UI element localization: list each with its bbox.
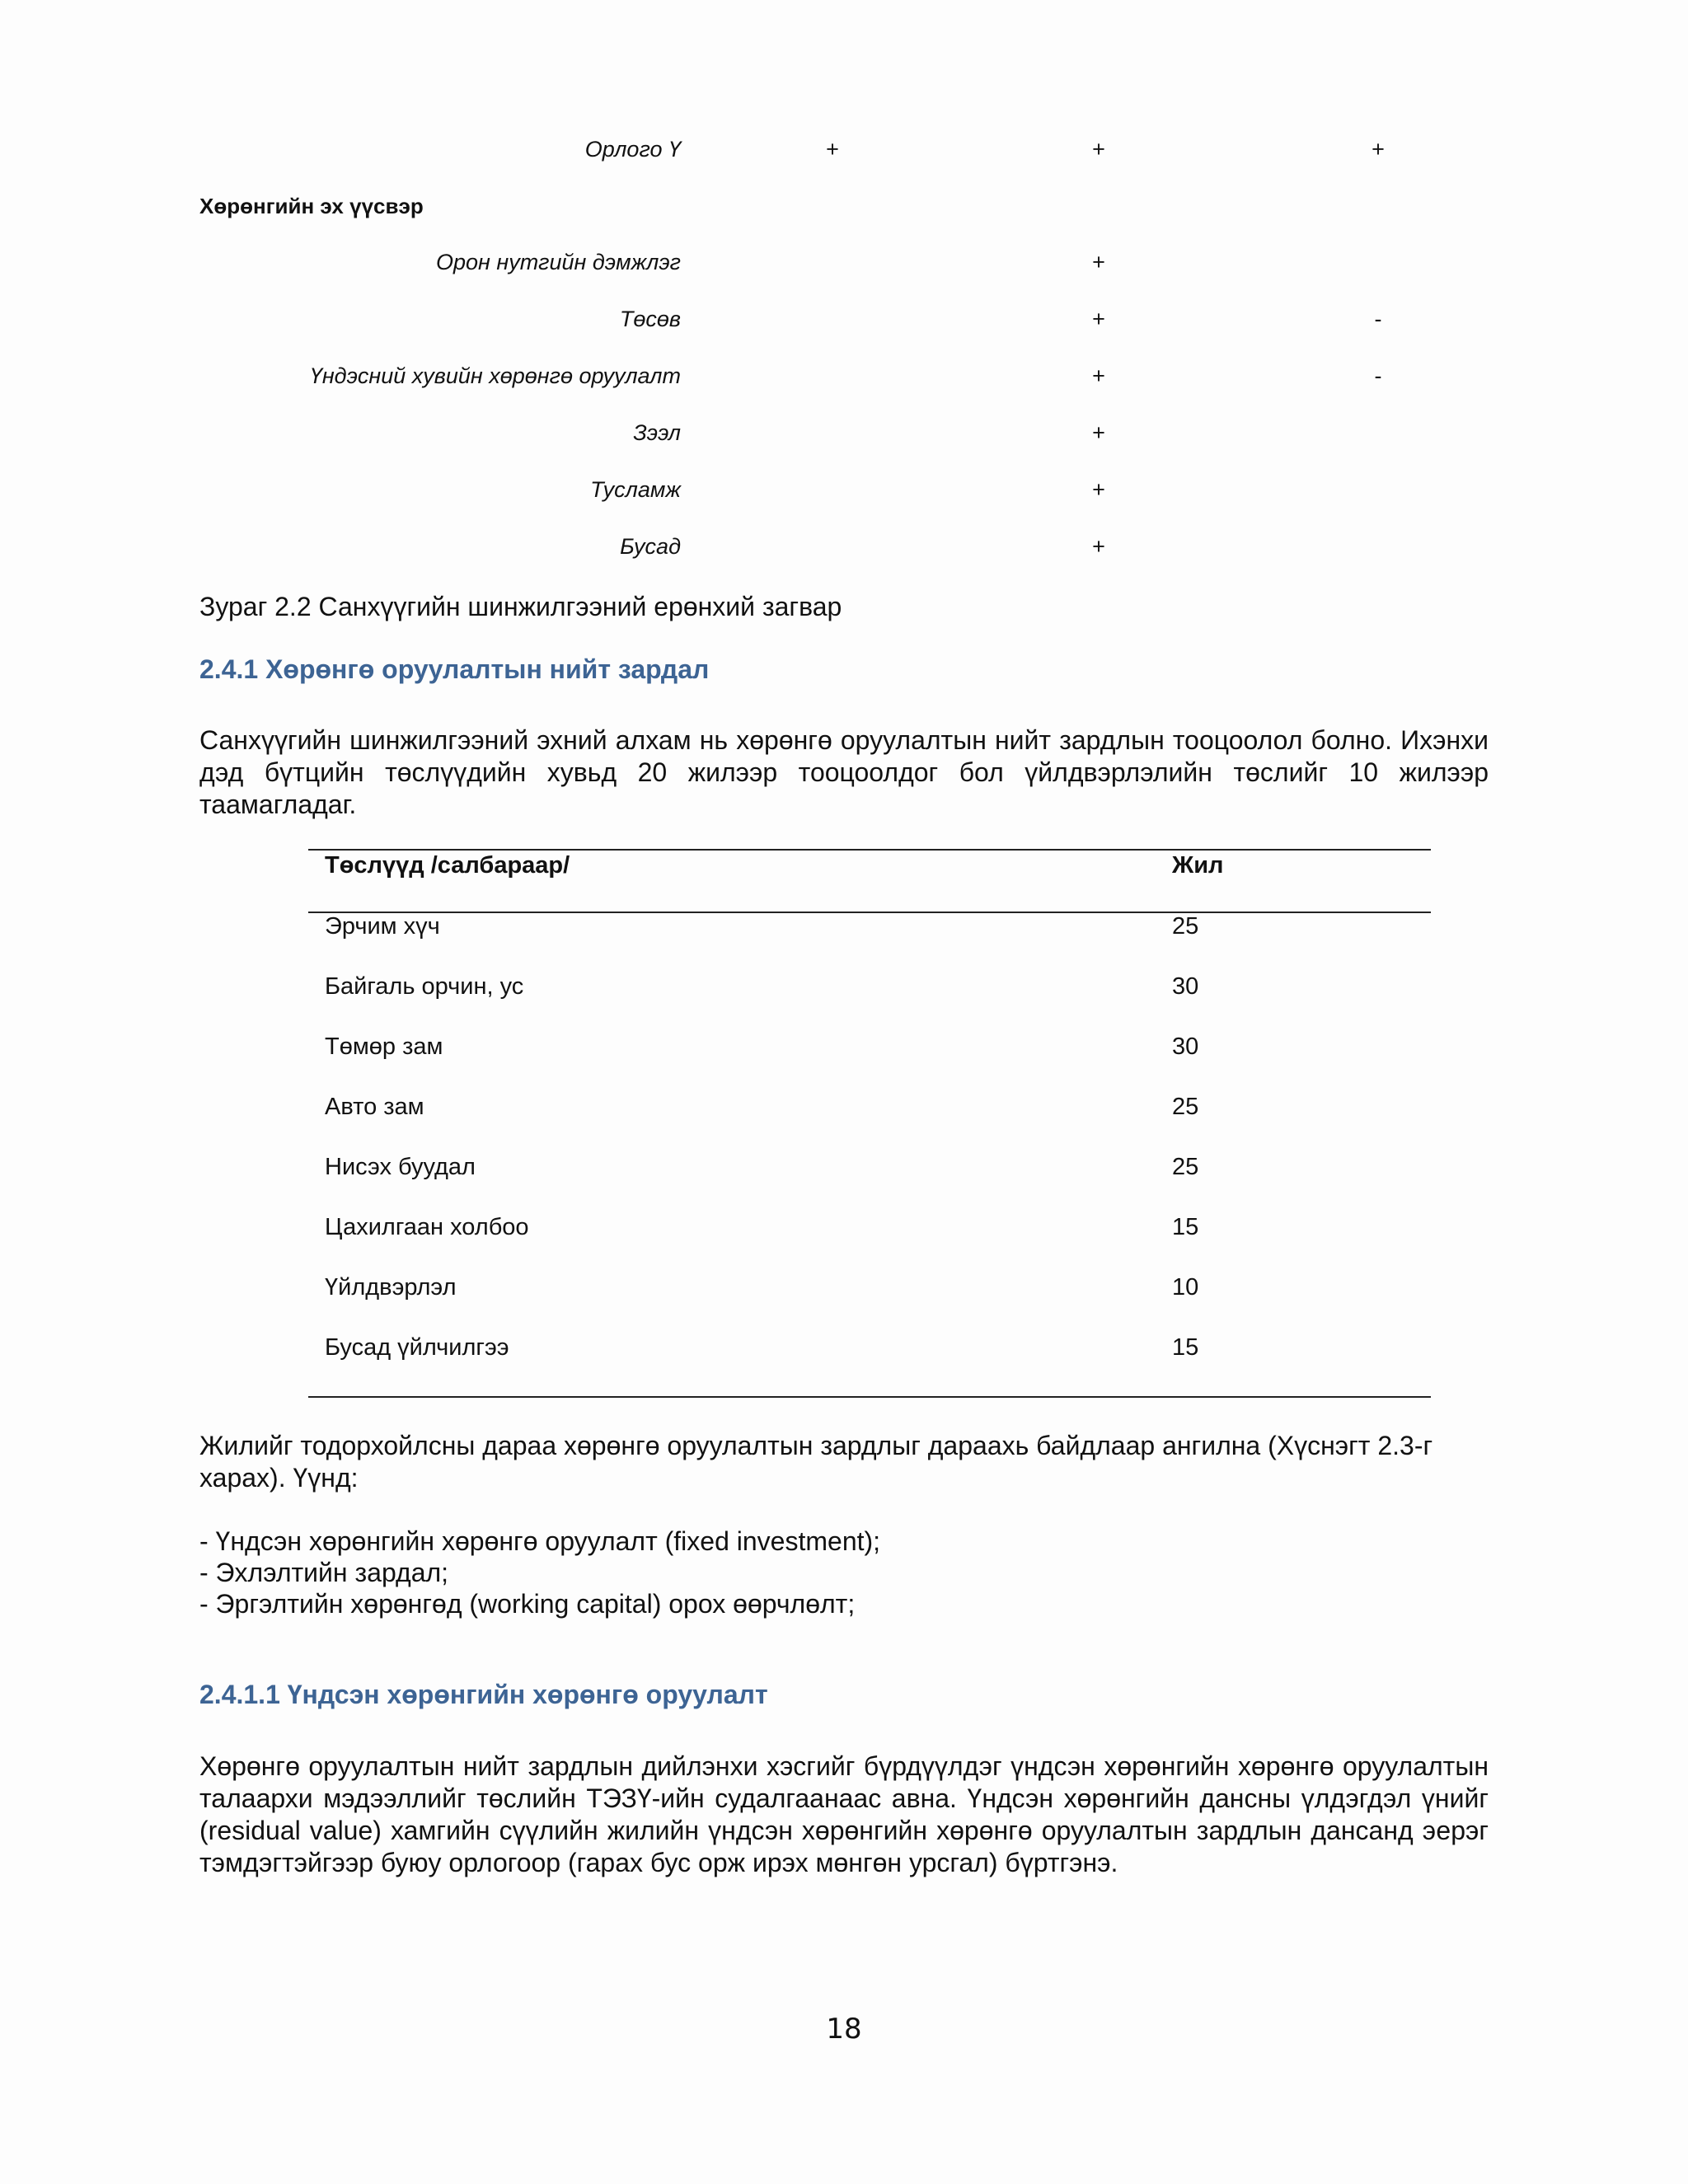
table-cell: 15	[1172, 1334, 1199, 1361]
table-cell: Төмөр зам	[325, 1033, 443, 1060]
figure-cell: +	[1092, 250, 1105, 274]
table-cell: Бусад үйлчилгээ	[325, 1334, 509, 1361]
figure-row-source	[0, 250, 1688, 286]
table-bottom-rule	[308, 1396, 1431, 1398]
table-row	[308, 1033, 1431, 1094]
body-paragraph: Хөрөнгө оруулалтын нийт зардлын дийлэнхи хэсгийг бүрдүүлдэг үндсэн хөрөнгийн хөрөнгө оруулалтын талаархи мэдээллийг төслийн ТЭЗҮ-ийн судалгаанаас авна. Үндсэн хөрөнгийн дансны үлдэгдэл үнийг (residual value) хамгийн сүүлийн жилийн үндсэн хөрөнгийн хөрөнгө оруулалтын зардлын дансанд эерэг тэмдэгтэйгээр буюу орлогоор (гарах бус орж ирэх мөнгөн урсгал) бүртгэнэ.	[199, 1751, 1489, 1877]
table-header-cell: Жил	[1172, 852, 1224, 879]
figure-row-source	[0, 420, 1688, 457]
table-cell: Авто зам	[325, 1094, 424, 1120]
page-number: 18	[826, 2013, 862, 2046]
table-row	[308, 1274, 1431, 1334]
list-item: - Эхлэлтийн зардал;	[199, 1558, 449, 1587]
table-cell: 30	[1172, 973, 1199, 1000]
figure-row-label: Тусламж	[590, 477, 681, 502]
table-cell: Үйлдвэрлэл	[325, 1274, 457, 1301]
figure-cell: +	[1092, 420, 1105, 445]
section-heading: 2.4.1 Хөрөнгө оруулалтын нийт зардал	[199, 654, 710, 684]
figure-row-label: Үндэсний хувийн хөрөнгө оруулалт	[309, 363, 681, 388]
figure-row-source	[0, 477, 1688, 513]
table-cell: 15	[1172, 1214, 1199, 1240]
subsection-heading: 2.4.1.1 Үндсэн хөрөнгийн хөрөнгө оруулалт	[199, 1680, 768, 1709]
figure-cell: +	[1372, 137, 1385, 162]
table-cell: 30	[1172, 1033, 1199, 1060]
table-cell: Байгаль орчин, ус	[325, 973, 524, 1000]
figure-row-income	[0, 137, 1688, 173]
table-cell: Нисэх буудал	[325, 1154, 476, 1180]
figure-cell: +	[1092, 363, 1105, 388]
figure-row-label: Орон нутгийн дэмжлэг	[435, 250, 681, 274]
figure-cell: +	[1092, 137, 1105, 162]
table-cell: Эрчим хүч	[325, 913, 440, 940]
table-row	[308, 1214, 1431, 1274]
list-item: - Үндсэн хөрөнгийн хөрөнгө оруулалт (fixed investment);	[199, 1526, 881, 1556]
table-row	[308, 1154, 1431, 1214]
table-row	[308, 973, 1431, 1033]
figure-cell: -	[1374, 363, 1382, 388]
table-cell: 25	[1172, 1094, 1199, 1120]
figure-sources-heading: Хөрөнгийн эх үүсвэр	[199, 194, 424, 218]
table-header-cell: Төслүүд /салбараар/	[325, 852, 570, 879]
figure-row-source	[0, 363, 1688, 400]
figure-row-source	[0, 307, 1688, 343]
figure-cell: -	[1374, 307, 1382, 331]
table-row	[308, 1094, 1431, 1154]
figure-caption: Зураг 2.2 Санхүүгийн шинжилгээний ерөнхий загвар	[199, 592, 842, 621]
figure-row-label: Бусад	[620, 534, 681, 559]
table-row	[308, 1334, 1431, 1394]
figure-row-source	[0, 534, 1688, 570]
figure-cell: +	[1092, 307, 1105, 331]
table-cell: Цахилгаан холбоо	[325, 1214, 529, 1240]
table-cell: 10	[1172, 1274, 1199, 1301]
figure-sources-heading-row	[0, 194, 1688, 230]
bullet-list	[199, 1526, 880, 1619]
figure-cell: +	[1092, 534, 1105, 559]
list-item: - Эргэлтийн хөрөнгөд (working capital) орох өөрчлөлт;	[199, 1589, 856, 1619]
figure-cell: +	[826, 137, 839, 162]
figure-row-label: Зээл	[633, 420, 681, 445]
table-header-row	[308, 849, 1431, 912]
figure-row-label: Төсөв	[619, 307, 681, 331]
figure-cell: +	[1092, 477, 1105, 502]
table-cell: 25	[1172, 1154, 1199, 1180]
body-paragraph: Санхүүгийн шинжилгээний эхний алхам нь хөрөнгө оруулалтын нийт зардлын тооцоолол болно. Ихэнхи дэд бүтцийн төслүүдийн хувьд 20 жилээр тооцоолдог бол үйлдвэрлэлийн төслийг 10 жилээр таамагладаг.	[199, 725, 1489, 819]
table-cell: 25	[1172, 913, 1199, 940]
figure-row-label: Орлого Ү	[584, 137, 681, 162]
table-row	[308, 913, 1431, 973]
body-paragraph: Жилийг тодорхойлсны дараа хөрөнгө оруулалтын зардлыг дараахь байдлаар ангилна (Хүснэгт 2.3-г харах). Үүнд:	[199, 1431, 1433, 1493]
